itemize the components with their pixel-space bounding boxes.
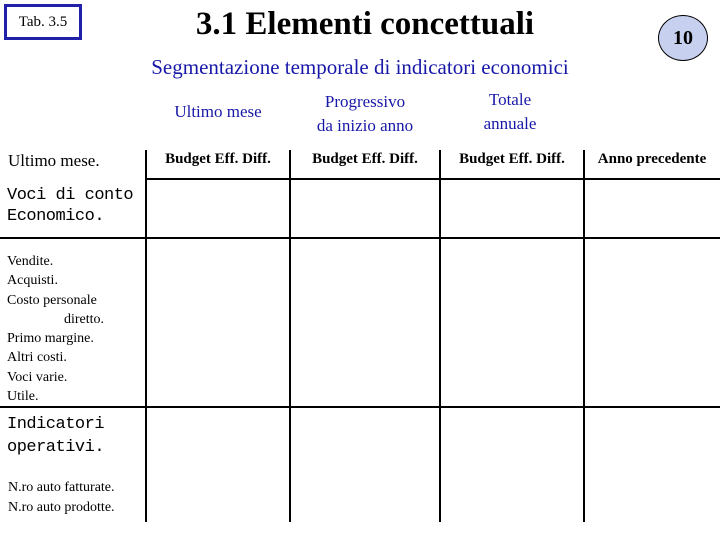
group-label-progressivo: [290, 90, 440, 138]
grid-line: [289, 150, 291, 522]
row-label-line: Acquisti.: [7, 273, 58, 289]
row-label-line: Economico.: [7, 207, 105, 226]
column-header-totale: Budget Eff. Diff.: [459, 151, 565, 167]
row-label-line: Vendite.: [7, 254, 54, 269]
group-label-line: Progressivo: [324, 92, 406, 111]
row-label-line: Utile.: [7, 389, 39, 405]
row-label-voci: [7, 185, 133, 227]
group-label-line: da inizio anno: [316, 116, 414, 135]
row-label-line: N.ro auto fatturate.: [8, 480, 115, 495]
group-label-ultimo-mese: [150, 100, 286, 124]
row-label-auto: [8, 478, 115, 518]
column-header-ultimo-mese: Budget Eff. Diff.: [165, 151, 271, 167]
row-label-line: Voci di conto: [7, 186, 134, 205]
tab-label: Tab. 3.5: [18, 13, 68, 30]
row-label-indicatori: [7, 413, 104, 459]
grid-line: [583, 150, 585, 522]
group-label-line: annuale: [483, 114, 537, 133]
row-label-line: operativi.: [7, 438, 105, 457]
row-header-label: Ultimo mese.: [8, 151, 100, 170]
grid-line: [145, 150, 147, 522]
grid-line: [145, 178, 720, 180]
row-label-line: Altri costi.: [7, 350, 67, 366]
row-label-line: N.ro auto prodotte.: [8, 500, 115, 515]
row-label-line: Costo personale: [7, 292, 97, 308]
row-label-line: Voci varie.: [7, 369, 68, 385]
group-label-line: Totale: [488, 90, 532, 109]
slide-title: 3.1 Elementi concettuali: [195, 6, 535, 42]
row-label-items: [7, 252, 104, 406]
tab-badge: [4, 4, 82, 40]
group-label-totale: [440, 88, 580, 136]
column-header-progressivo: Budget Eff. Diff.: [312, 151, 418, 167]
slide-subtitle: Segmentazione temporale di indicatori economici: [151, 55, 569, 79]
row-label-line: diretto.: [64, 311, 105, 327]
row-label-line: Indicatori: [7, 415, 105, 434]
column-header-anno-precedente: Anno precedente: [597, 151, 707, 167]
row-label-line: Primo margine.: [7, 331, 94, 347]
group-label-line: Ultimo mese: [174, 102, 262, 121]
grid-line: [439, 150, 441, 522]
grid-line: [0, 406, 720, 408]
page-number: 10: [673, 26, 693, 49]
grid-line: [0, 237, 720, 239]
